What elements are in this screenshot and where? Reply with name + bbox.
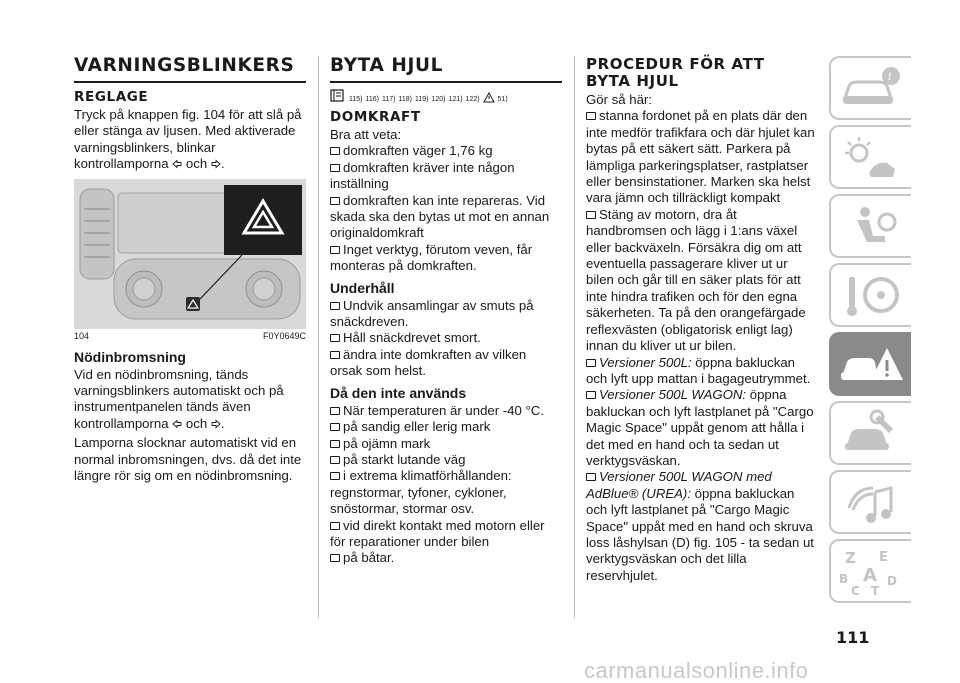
list-item-text: på sandig eller lerig mark xyxy=(343,419,491,435)
checkbox-bullet-icon xyxy=(330,554,340,562)
wrench-car-icon xyxy=(839,409,903,459)
checkbox-bullet-icon xyxy=(330,197,340,205)
svg-text:Z: Z xyxy=(845,549,856,567)
bra-att-veta: Bra att veta: xyxy=(330,127,402,142)
chapter-tabs xyxy=(829,56,911,608)
column-divider xyxy=(574,56,575,618)
checkbox-bullet-icon xyxy=(330,351,340,359)
list-item-text: domkraften kan inte repareras. Vid skada ska den bytas ut mot en annan originaldomkraft xyxy=(330,192,550,241)
list-item-text: Undvik ansamlingar av smuts på snäckdreven. xyxy=(330,297,534,330)
page-number: 111 xyxy=(836,628,870,647)
list-item-text: domkraften väger 1,76 kg xyxy=(343,143,493,159)
checkbox-bullet-icon xyxy=(330,423,340,431)
column-divider xyxy=(318,56,319,618)
list-item xyxy=(330,518,562,551)
subtitle-domkraft: DOMKRAFT xyxy=(330,109,421,125)
checkbox-bullet-icon xyxy=(586,211,596,219)
list-item-text: stanna fordonet på en plats där den inte medför trafikfara och där hjulet kan bytas på ett säkert sätt. Parkera på lämpliga parkeringsplatser, rastplatser eller bensinstationer. Marken ska helst vara jämn och tillräckligt kompakt xyxy=(586,108,815,206)
ref-item: 118) xyxy=(398,96,412,103)
list-item-version: Versioner 500L: xyxy=(599,354,692,370)
checkbox-bullet-icon xyxy=(330,440,340,448)
list-item-text: på båtar. xyxy=(343,550,395,566)
ref-item: 117) xyxy=(382,96,396,103)
ref-item: 119) xyxy=(415,96,429,103)
checkbox-bullet-icon xyxy=(330,456,340,464)
tab-media-music[interactable] xyxy=(829,470,911,534)
checkbox-bullet-icon xyxy=(586,473,596,481)
section-title-procedur: PROCEDUR FÖR ATT BYTA HJUL xyxy=(586,55,765,90)
list-item xyxy=(330,330,562,346)
list-item xyxy=(330,452,562,468)
list-item-text: öppna bakluckan och lyft upp mattan i bagageutrymmet. xyxy=(586,354,811,386)
watermark: carmanualsonline.info xyxy=(584,658,809,683)
ref-item: 122) xyxy=(465,96,480,103)
tab-airbag-seat[interactable] xyxy=(829,194,911,258)
tab-car-info[interactable] xyxy=(829,56,911,120)
list-item-text: Inget verktyg, förutom veven, får monteras på domkraften. xyxy=(330,241,533,274)
index-letters-icon xyxy=(839,547,903,597)
checkbox-bullet-icon xyxy=(330,407,340,415)
car-info-icon xyxy=(839,64,903,114)
svg-text:T: T xyxy=(871,584,880,597)
tab-index[interactable] xyxy=(829,539,911,603)
list-item-text: på starkt lutande väg xyxy=(343,451,466,467)
figure-hazard-button xyxy=(74,179,306,329)
list-item xyxy=(586,108,818,206)
intro-och: och xyxy=(185,156,208,172)
list-item-text: på ojämn mark xyxy=(343,435,431,451)
ref-item: 51) xyxy=(497,96,508,103)
list-item-text: vid direkt kontakt med motorn eller för reparationer under bilen xyxy=(330,517,545,549)
svg-text:B: B xyxy=(839,572,849,586)
list-item xyxy=(330,193,562,242)
turn-right-arrow-icon xyxy=(211,159,221,169)
ref-item: 116) xyxy=(365,96,379,103)
list-item-text: Stäng av motorn, dra åt handbromsen och lägg i 1:ans växel eller backväxeln. Försäkra dig om att eventuella passagerare kliver ut ur bilen och går till en säker plats för att inte hindra trafiken och för den egna säkerheten. Ta på den orangefärgade reflexvästen (obligatorisk enligt lag) innan du kliver ut ur bilen. xyxy=(586,206,806,354)
media-music-icon xyxy=(839,478,903,528)
procedure-lead: Gör så här: xyxy=(586,92,652,107)
list-item xyxy=(586,469,818,584)
book-reference-icon xyxy=(330,89,346,103)
title-rule xyxy=(330,81,562,83)
turn-left-arrow-icon xyxy=(172,419,182,429)
ref-item: 121) xyxy=(448,96,463,103)
tab-key-steering[interactable] xyxy=(829,263,911,327)
list-item-text: ändra inte domkraften av vilken orsak som helst. xyxy=(330,346,527,379)
subtitle-reglage: REGLAGE xyxy=(74,89,149,105)
intro-paragraph: Tryck på knappen fig. 104 för att slå på eller stänga av ljusen. Med aktiverade varningsblinkers, blinkar kontrollamporna och . xyxy=(74,107,302,172)
turn-right-arrow-icon xyxy=(211,419,221,429)
key-steering-icon xyxy=(839,271,903,321)
list-item-version: Versioner 500L WAGON med AdBlue® (UREA): xyxy=(586,469,772,501)
list-item xyxy=(586,355,818,388)
warning-triangle-icon xyxy=(483,92,495,103)
list-item-text: öppna bakluckan och lyft lastplanet på "Cargo Magic Space" uppåt genom att hålla i det med en hand och ta sedan ut verktygsväskan. xyxy=(586,387,814,468)
heading-anvands: Då den inte används xyxy=(330,384,467,401)
column-procedure xyxy=(586,56,818,584)
ref-item: 120) xyxy=(431,96,446,103)
list-item xyxy=(330,347,562,380)
nod-paragraph-2: Lamporna slocknar automatiskt vid en normal inbromsningen, dvs. då det inte längre rör sig om en nödinbromsning. xyxy=(74,435,302,484)
list-item xyxy=(586,387,818,469)
checkbox-bullet-icon xyxy=(586,359,596,367)
column-change-wheel xyxy=(330,56,562,567)
list-item xyxy=(586,207,818,355)
list-item xyxy=(330,468,562,517)
svg-text:i: i xyxy=(888,70,892,83)
figure-number: 104 xyxy=(74,330,90,341)
list-item xyxy=(330,403,562,419)
airbag-seat-icon xyxy=(839,202,903,252)
checkbox-bullet-icon xyxy=(330,334,340,342)
list-item-text: Håll snäckdrevet smort. xyxy=(343,330,481,346)
nod-paragraph-1: Vid en nödinbromsning, tänds varningsblinkers automatiskt och på instrumentpanelen tänds även kontrollamporna och . xyxy=(74,366,284,431)
section-title-byta-hjul: BYTA HJUL xyxy=(330,55,444,76)
svg-text:A: A xyxy=(863,565,877,586)
list-item-version: Versioner 500L WAGON: xyxy=(599,387,747,403)
list-item-text: i extrema klimatförhållanden: regnstormar, tyfoner, cykloner, snöstormar, stormar osv. xyxy=(330,468,512,517)
list-item xyxy=(330,298,562,331)
list-item xyxy=(330,550,562,566)
column-warning-lights xyxy=(74,56,306,487)
tab-dashboard-lights[interactable] xyxy=(829,125,911,189)
section-title-varningsblinkers: VARNINGSBLINKERS xyxy=(74,55,295,76)
svg-text:E: E xyxy=(879,550,888,565)
title-rule xyxy=(74,81,306,83)
list-item-text: domkraften kräver inte någon inställning xyxy=(330,159,515,192)
tab-breakdown[interactable] xyxy=(829,332,911,396)
checkbox-bullet-icon xyxy=(330,246,340,254)
dashboard-illustration xyxy=(74,179,306,329)
checkbox-bullet-icon xyxy=(330,147,340,155)
tab-wrench-car[interactable] xyxy=(829,401,911,465)
list-item xyxy=(330,143,562,159)
ref-item: 115) xyxy=(349,96,363,103)
intro-text: Tryck på knappen fig. 104 för att slå på eller stänga av ljusen. Med aktiverade varningsblinkers, blinkar kontrollamporna xyxy=(74,107,302,172)
checkbox-bullet-icon xyxy=(586,112,596,120)
checkbox-bullet-icon xyxy=(330,302,340,310)
checkbox-bullet-icon xyxy=(330,164,340,172)
reference-row xyxy=(330,89,562,103)
list-item xyxy=(330,419,562,435)
checkbox-bullet-icon xyxy=(586,391,596,399)
dashboard-lights-icon xyxy=(839,133,903,183)
breakdown-warning-icon xyxy=(839,340,903,390)
heading-underhall: Underhåll xyxy=(330,279,395,296)
checkbox-bullet-icon xyxy=(330,472,340,480)
svg-text:C: C xyxy=(851,584,860,597)
figure-code: F0Y0649C xyxy=(262,330,306,341)
turn-left-arrow-icon xyxy=(172,159,182,169)
nod-text-1: Vid en nödinbromsning, tänds varningsblinkers automatiskt och på instrumentpanelen tänds även kontrollamporna xyxy=(74,366,284,431)
heading-nodinbromsning: Nödinbromsning xyxy=(74,348,186,365)
list-item-text: öppna bakluckan och lyft lastplanet på "Cargo Magic Space" uppåt med en hand och skruva loss låshylsan (D) fig. 105 - ta sedan ut verktygsväskan och det lilla reservhjulet. xyxy=(586,485,814,583)
figure-caption xyxy=(74,331,306,341)
list-item-text: När temperaturen är under -40 °C. xyxy=(343,402,544,418)
nod-och: och xyxy=(185,415,208,431)
list-item xyxy=(330,160,562,193)
checkbox-bullet-icon xyxy=(330,522,340,530)
list-item xyxy=(330,436,562,452)
list-item xyxy=(330,242,562,275)
svg-text:D: D xyxy=(887,574,897,588)
